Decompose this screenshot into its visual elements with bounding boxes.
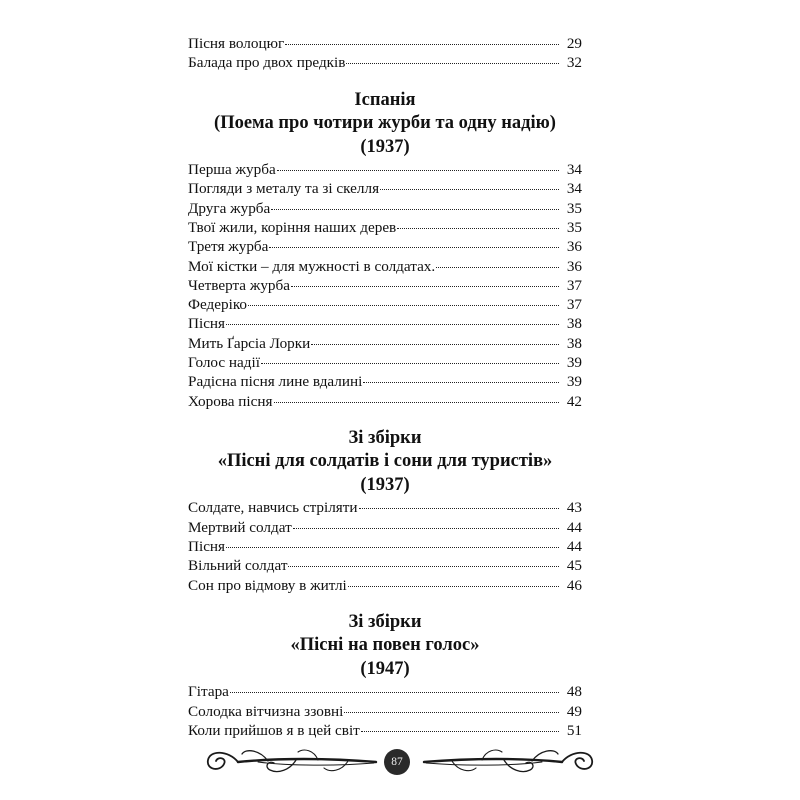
- toc-entry-page: 37: [566, 276, 582, 294]
- dot-leader: [269, 247, 559, 248]
- dot-leader: [380, 189, 559, 190]
- toc-entry-title: Третя журба: [188, 238, 269, 256]
- toc-entry: [188, 218, 582, 237]
- dot-leader: [346, 63, 559, 64]
- dot-leader: [274, 402, 559, 403]
- toc-list-spain: [188, 160, 582, 411]
- toc-entry-title: Голос надії: [188, 354, 260, 372]
- toc-entry: [188, 53, 582, 72]
- toc-entry-title: Гітара: [188, 683, 229, 701]
- dot-leader: [397, 228, 559, 229]
- section-heading-title: Іспанія: [354, 89, 416, 110]
- toc-entry-title: Твої жили, коріння наших дерев: [188, 218, 397, 236]
- toc-entry-page: 35: [566, 218, 582, 236]
- toc-entry-title: Друга журба: [188, 199, 271, 217]
- toc-entry-page: 37: [566, 296, 582, 314]
- toc-entry-title: Пісня: [188, 538, 226, 556]
- dot-leader: [271, 209, 559, 210]
- toc-entry: [188, 199, 582, 218]
- toc-entry: [188, 721, 582, 740]
- toc-entry-page: 48: [566, 683, 582, 701]
- dot-leader: [344, 712, 559, 713]
- section-heading-subtitle: «Пісні для солдатів і сони для туристів»: [217, 451, 553, 472]
- dot-leader: [248, 305, 559, 306]
- toc-entry: [188, 702, 582, 721]
- toc-entry: [188, 237, 582, 256]
- toc-entry: [188, 334, 582, 353]
- dot-leader: [226, 324, 559, 325]
- section-heading-year: (1937): [360, 474, 410, 495]
- dot-leader: [226, 547, 559, 548]
- toc-entry-title: Мої кістки – для мужності в солдатах.: [188, 257, 436, 275]
- toc-entry: [188, 34, 582, 53]
- toc-entry-page: 39: [566, 373, 582, 391]
- toc-list-full-voice: [188, 682, 582, 740]
- toc-entry-title: Радісна пісня лине вдалині: [188, 373, 363, 391]
- dot-leader: [291, 286, 559, 287]
- toc-entry-title: Пісня волоцюг: [188, 35, 285, 52]
- toc-entry-title: Солдате, навчись стріляти: [188, 499, 358, 517]
- dot-leader: [311, 344, 559, 345]
- toc-entry: [188, 576, 582, 595]
- toc-entry-page: 36: [566, 238, 582, 256]
- toc-entry-title: Мертвий солдат: [188, 518, 292, 536]
- dot-leader: [288, 566, 559, 567]
- toc-entry-page: 34: [566, 180, 582, 198]
- toc-entry-page: 38: [566, 315, 582, 333]
- dot-leader: [359, 508, 559, 509]
- section-heading-subtitle: «Пісні на повен голос»: [290, 635, 480, 656]
- section-songs-for-soldiers: [188, 427, 582, 595]
- section-heading-subtitle: (Поема про чотири журби та одну надію): [214, 113, 556, 134]
- dot-leader: [261, 363, 559, 364]
- toc-entry: [188, 160, 582, 179]
- toc-entry: [188, 257, 582, 276]
- toc-entry-title: Мить Ґарсіа Лорки: [188, 334, 311, 352]
- dot-leader: [230, 692, 559, 693]
- toc-entry-page: 46: [566, 576, 582, 594]
- toc-entry-page: 35: [566, 199, 582, 217]
- dot-leader: [361, 731, 559, 732]
- toc-entry-page: 29: [566, 35, 582, 52]
- toc-entry: [188, 498, 582, 517]
- toc-entry-title: Балада про двох предків: [188, 54, 346, 72]
- toc-entry-title: Пісня: [188, 315, 226, 333]
- section-heading-title: Зі збірки: [348, 611, 422, 632]
- toc-entry-page: 44: [566, 518, 582, 536]
- toc-entry-title: Федеріко: [188, 296, 248, 314]
- section-spain: [188, 89, 582, 411]
- toc-entry-page: 34: [566, 161, 582, 179]
- toc-entry-page: 44: [566, 538, 582, 556]
- toc-entry-title: Хорова пісня: [188, 392, 273, 410]
- toc-entry-title: Перша журба: [188, 161, 276, 179]
- dot-leader: [436, 267, 559, 268]
- toc-entry-page: 32: [566, 54, 582, 72]
- toc-entry: [188, 314, 582, 333]
- toc-list-top: [188, 34, 582, 73]
- section-heading-title: Зі збірки: [348, 427, 422, 448]
- toc-entry-title: Солодка вітчизна ззовні: [188, 702, 344, 720]
- page-footer: [198, 740, 602, 784]
- toc-entry-page: 51: [566, 722, 582, 740]
- toc-entry-title: Сон про відмову в житлі: [188, 576, 347, 594]
- section-heading-year: (1937): [360, 136, 410, 157]
- toc-entry-page: 39: [566, 354, 582, 372]
- table-of-contents: [188, 34, 582, 740]
- toc-entry-page: 49: [566, 702, 582, 720]
- toc-entry-title: Вільний солдат: [188, 557, 288, 575]
- toc-entry: [188, 682, 582, 701]
- section-songs-full-voice: [188, 611, 582, 740]
- toc-entry: [188, 276, 582, 295]
- dot-leader: [277, 170, 559, 171]
- toc-entry: [188, 372, 582, 391]
- toc-list-soldiers: [188, 498, 582, 594]
- page-number: 87: [384, 749, 410, 775]
- toc-entry-page: 38: [566, 334, 582, 352]
- toc-entry: [188, 537, 582, 556]
- toc-entry: [188, 518, 582, 537]
- toc-entry-page: 42: [566, 392, 582, 410]
- toc-entry-page: 36: [566, 257, 582, 275]
- toc-entry-title: Погляди з металу та зі скелля: [188, 180, 380, 198]
- dot-leader: [285, 44, 559, 45]
- toc-entry: [188, 295, 582, 314]
- toc-entry: [188, 392, 582, 411]
- toc-entry-page: 43: [566, 499, 582, 517]
- dot-leader: [363, 382, 559, 383]
- dot-leader: [293, 528, 559, 529]
- toc-entry: [188, 353, 582, 372]
- dot-leader: [348, 586, 559, 587]
- toc-entry-title: Коли прийшов я в цей світ: [188, 722, 360, 740]
- toc-entry: [188, 179, 582, 198]
- toc-entry-title: Четверта журба: [188, 276, 290, 294]
- toc-entry: [188, 556, 582, 575]
- section-heading-year: (1947): [360, 658, 410, 679]
- toc-entry-page: 45: [566, 557, 582, 575]
